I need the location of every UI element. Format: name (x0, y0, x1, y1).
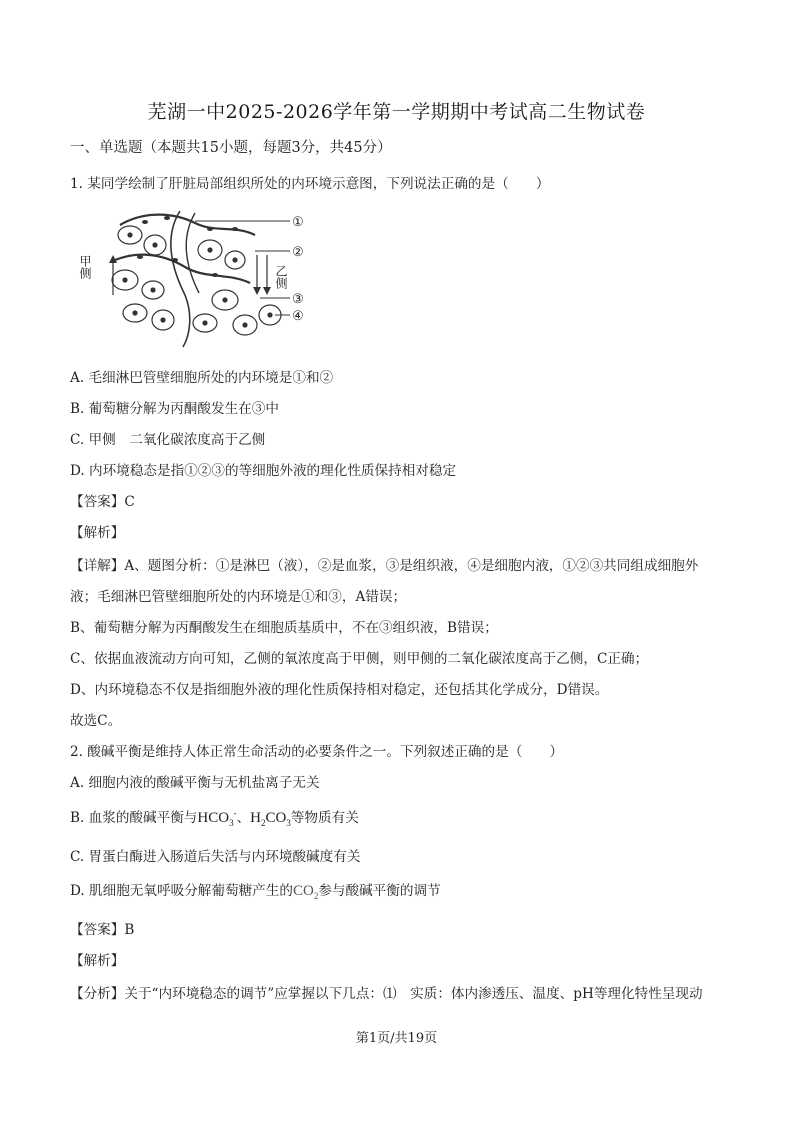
q2-option-b: B. 血浆的酸碱平衡与$HCO_3^-$、$H_2CO_3$等物质有关 (70, 808, 359, 828)
q2-option-a: A. 细胞内液的酸碱平衡与无机盐离子无关 (70, 775, 320, 791)
q1-option-d: D. 内环境稳态是指①②③的等细胞外液的理化性质保持相对稳定 (70, 463, 457, 479)
tissue-diagram (78, 205, 325, 350)
left-side-label: 甲侧 (78, 255, 92, 279)
q2-option-b-text: B. 血浆的酸碱平衡与 (70, 810, 198, 826)
tissue-cells (112, 226, 281, 335)
q1-option-b: B. 葡萄糖分解为丙酮酸发生在③中 (70, 401, 279, 417)
q1-conclusion: 故选C。 (70, 713, 122, 729)
q2-option-c: C. 胃蛋白酶进入肠道后失活与内环境酸碱度有关 (70, 849, 361, 865)
page-footer: 第1页/共19页 (355, 1031, 438, 1046)
formula-co2: $CO_2$ (292, 883, 319, 901)
lymph-vessel (171, 211, 190, 347)
q2-option-d: D. 肌细胞无氧呼吸分解葡萄糖产生的$CO_2$参与酸碱平衡的调节 (70, 883, 441, 901)
formula-h2co3: $H_2CO_3$ (250, 810, 291, 828)
flow-arrow-head (263, 287, 271, 295)
question-1-stem: 1. 某同学绘制了肝脏局部组织所处的内环境示意图，下列说法正确的是（ ） (70, 176, 550, 192)
q1-option-c: C. 甲侧 二氧化碳浓度高于乙侧 (70, 432, 266, 448)
q1-analysis-label: 【解析】 (70, 525, 125, 541)
flow-arrow-head (253, 287, 261, 295)
q1-detail-line: D、内环境稳态不仅是指细胞外液的理化性质保持相对稳定，还包括其化学成分，D错误。 (70, 682, 609, 698)
marker-2: ② (292, 245, 304, 260)
q1-detail-line: 【详解】A、题图分析：①是淋巴（液），②是血浆，③是组织液，④是细胞内液，①②③共同组成细胞外 (70, 558, 699, 574)
right-side-label: 乙侧 (274, 265, 288, 289)
q1-detail-line: C、依据血液流动方向可知，乙侧的氧浓度高于甲侧，则甲侧的二氧化碳浓度高于乙侧，C正确； (70, 651, 649, 667)
section-heading: 一、单选题（本题共15小题，每题3分，共45分） (70, 140, 392, 156)
q1-detail-line: B、葡萄糖分解为丙酮酸发生在细胞质基质中，不在③组织液，B错误； (70, 620, 498, 636)
q1-option-a: A. 毛细淋巴管壁细胞所处的内环境是①和② (70, 370, 334, 386)
marker-1: ① (292, 215, 304, 230)
formula-hco3: $HCO_3^-$ (197, 808, 237, 828)
q1-answer: 【答案】C (70, 494, 135, 510)
marker-4: ④ (292, 309, 304, 324)
page-title: 芜湖一中2025-2026学年第一学期期中考试高二生物试卷 (147, 101, 646, 123)
question-2-stem: 2. 酸碱平衡是维持人体正常生命活动的必要条件之一。下列叙述正确的是（ ） (70, 744, 564, 760)
marker-3: ③ (292, 292, 304, 307)
q2-answer: 【答案】B (70, 922, 135, 938)
q2-analysis-label: 【解析】 (70, 953, 125, 969)
capillary-vessel-lower (115, 255, 250, 283)
q1-detail-line: 液；毛细淋巴管壁细胞所处的内环境是①和③，A错误； (70, 589, 407, 605)
q2-analysis-line: 【分析】关于“内环境稳态的调节”应掌握以下几点：⑴ 实质：体内渗透压、温度、pH等理化特性呈现动 (70, 986, 703, 1002)
